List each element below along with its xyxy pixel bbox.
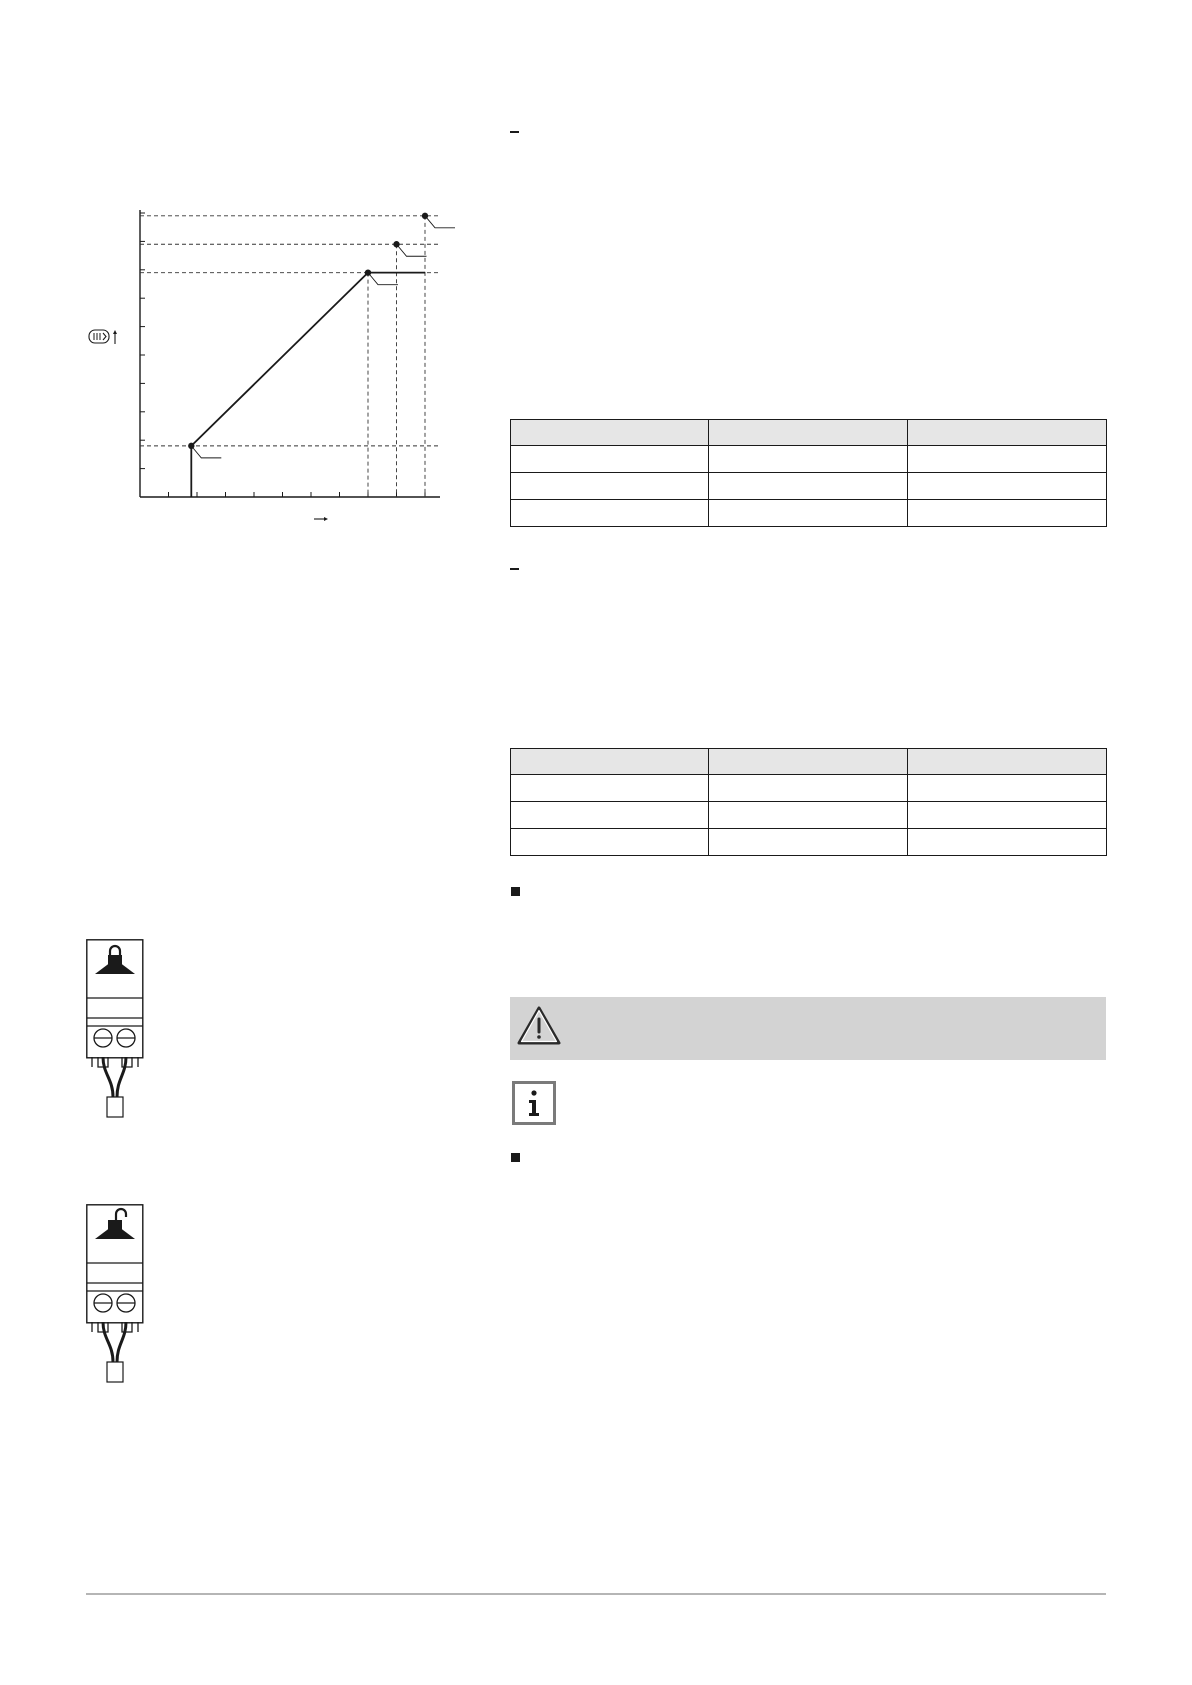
table-cell bbox=[908, 446, 1107, 473]
table-cell bbox=[908, 829, 1107, 856]
arrow-right-icon bbox=[314, 517, 328, 521]
table-header-cell bbox=[511, 749, 709, 775]
terminal-screw bbox=[94, 1029, 112, 1047]
point-leaders bbox=[191, 216, 455, 458]
graph-frame bbox=[140, 210, 440, 497]
table-cell bbox=[908, 473, 1107, 500]
table-cell bbox=[709, 775, 908, 802]
table-cell bbox=[908, 775, 1107, 802]
leader-line bbox=[425, 216, 455, 228]
table-row bbox=[511, 473, 1107, 500]
table-cell bbox=[709, 446, 908, 473]
table-header-row bbox=[511, 749, 1107, 775]
table-cell bbox=[709, 802, 908, 829]
warning-box bbox=[510, 997, 1106, 1060]
table-header-cell bbox=[709, 749, 908, 775]
table-cell bbox=[511, 473, 709, 500]
curve-line bbox=[191, 273, 425, 446]
list-dash-2 bbox=[510, 568, 519, 570]
unlocked-connector bbox=[86, 1204, 152, 1386]
table-header-cell bbox=[908, 420, 1107, 446]
info-icon bbox=[512, 1081, 556, 1125]
axis-ticks bbox=[140, 213, 425, 497]
footer-rule bbox=[86, 1593, 1106, 1595]
table-row bbox=[511, 446, 1107, 473]
table-cell bbox=[908, 802, 1107, 829]
guide-lines bbox=[140, 216, 440, 497]
table-cell bbox=[511, 500, 709, 527]
table-header-cell bbox=[511, 420, 709, 446]
table-cell bbox=[511, 802, 709, 829]
radiator-icon bbox=[89, 330, 109, 343]
table-row bbox=[511, 829, 1107, 856]
list-dash-1 bbox=[510, 131, 519, 133]
table-header-cell bbox=[908, 749, 1107, 775]
leader-line bbox=[191, 446, 221, 458]
section-bullet-2 bbox=[511, 1153, 520, 1162]
table-cell bbox=[709, 473, 908, 500]
locked-connector bbox=[86, 939, 152, 1121]
terminal-screw bbox=[94, 1294, 112, 1312]
leader-line bbox=[368, 273, 398, 285]
section-bullet-1 bbox=[511, 887, 520, 896]
table-header-cell bbox=[709, 420, 908, 446]
table-cell bbox=[709, 500, 908, 527]
table-cell bbox=[709, 829, 908, 856]
terminal-screw bbox=[117, 1294, 135, 1312]
terminal-screw bbox=[117, 1029, 135, 1047]
table-row bbox=[511, 802, 1107, 829]
table-2 bbox=[510, 748, 1107, 856]
table-header-row bbox=[511, 420, 1107, 446]
heating-curve-graph bbox=[80, 195, 480, 535]
arrow-up-icon bbox=[113, 330, 117, 344]
heating-curve bbox=[191, 273, 425, 497]
table-cell bbox=[511, 775, 709, 802]
table-cell bbox=[511, 829, 709, 856]
table-row bbox=[511, 775, 1107, 802]
table-row bbox=[511, 500, 1107, 527]
leader-line bbox=[397, 244, 427, 256]
warning-triangle-icon bbox=[516, 1005, 562, 1047]
table-cell bbox=[511, 446, 709, 473]
table-cell bbox=[908, 500, 1107, 527]
table-1 bbox=[510, 419, 1107, 527]
